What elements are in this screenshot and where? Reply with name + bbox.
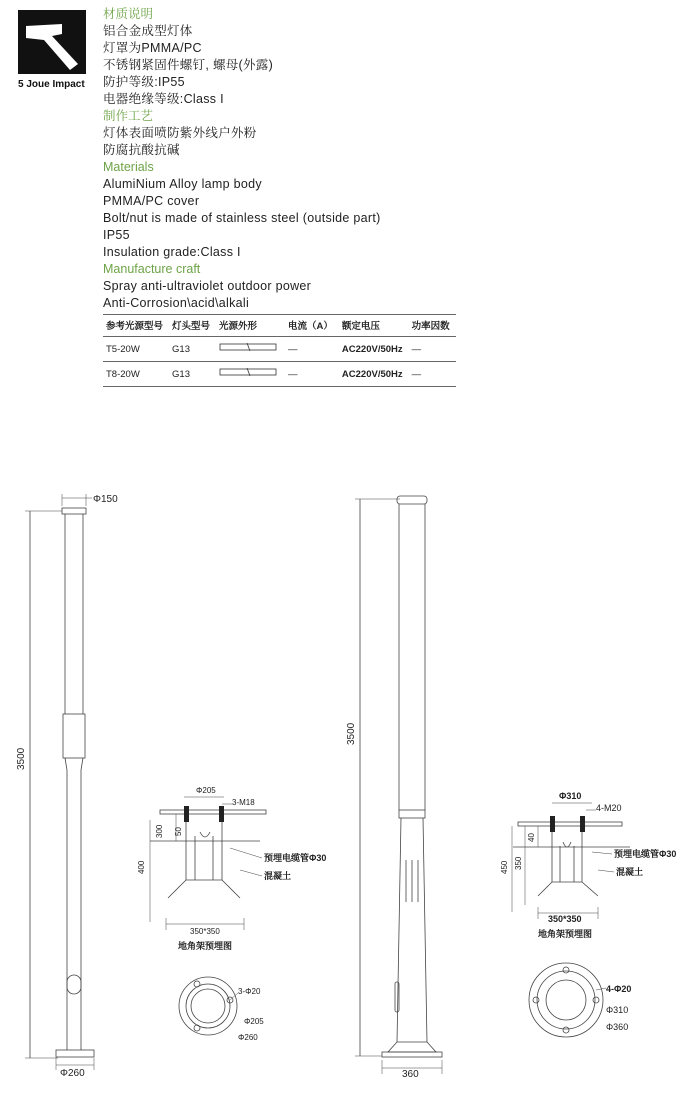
- plate-a: [179, 977, 264, 1042]
- spec-line: Insulation grade:Class I: [103, 245, 241, 259]
- fa-width-dim: 350*350: [190, 927, 220, 936]
- pb-holes-dim: 4-Φ20: [606, 984, 632, 994]
- spec-line: PMMA/PC cover: [103, 194, 200, 208]
- foundation-b: [500, 791, 676, 939]
- table-cell: G13: [169, 362, 216, 387]
- column-header: 灯头型号: [169, 315, 216, 337]
- column-header: 功率因数: [409, 315, 456, 337]
- spec-line: IP55: [103, 228, 130, 242]
- left-height-dim: 3500: [16, 747, 27, 770]
- table-cell: —: [285, 362, 339, 387]
- fa-400-dim: 400: [137, 860, 146, 874]
- heading-materials-en: Materials: [103, 160, 154, 174]
- fb-concrete-label: 混凝土: [616, 867, 644, 877]
- brand-name: 5 Joue Impact: [18, 79, 85, 90]
- fa-dia-dim: Φ205: [196, 786, 216, 795]
- fb-bolts-dim: 4-M20: [596, 803, 622, 813]
- left-top-dia-dim: Φ150: [93, 494, 118, 505]
- pa-d2-dim: Φ260: [238, 1033, 258, 1042]
- fb-350-dim: 350: [514, 856, 523, 870]
- fa-concrete-label: 混凝土: [264, 871, 292, 881]
- heading-materials-cn: 材质说明: [103, 7, 154, 21]
- heading-craft-en: Manufacture craft: [103, 262, 201, 276]
- fb-dia-dim: Φ310: [559, 791, 582, 801]
- fa-caption: 地角架预埋图: [178, 941, 233, 951]
- right-base-dim: 360: [402, 1069, 419, 1080]
- spec-line: 防腐抗酸抗碱: [103, 143, 180, 157]
- spec-line: AlumiNium Alloy lamp body: [103, 177, 262, 191]
- fb-450-dim: 450: [500, 860, 509, 874]
- fb-width-dim: 350*350: [548, 914, 582, 924]
- pb-d1-dim: Φ310: [606, 1005, 629, 1015]
- fb-pipe-label: 预埋电缆管Φ30: [614, 849, 677, 859]
- fa-pipe-label: 预埋电缆管Φ30: [264, 853, 327, 863]
- table-cell: —: [285, 337, 339, 362]
- table-cell: G13: [169, 337, 216, 362]
- column-header: 光源外形: [216, 315, 285, 337]
- pa-d1-dim: Φ205: [244, 1017, 264, 1026]
- spec-line: Anti-Corrosion\acid\alkali: [103, 296, 250, 310]
- spec-line: 电器绝缘等级:Class I: [103, 92, 224, 106]
- pb-d2-dim: Φ360: [606, 1022, 629, 1032]
- fb-caption: 地角架预埋图: [538, 929, 593, 939]
- spec-line: Bolt/nut is made of stainless steel (outside part): [103, 211, 381, 225]
- fa-bolts-dim: 3-M18: [232, 798, 255, 807]
- fb-40-dim: 40: [527, 833, 536, 842]
- spec-line: 不锈钢紧固件螺钉, 螺母(外露): [103, 58, 274, 72]
- fa-300-dim: 300: [155, 824, 164, 838]
- table-cell: T5-20W: [103, 337, 169, 362]
- pa-holes-dim: 3-Φ20: [238, 987, 261, 996]
- table-cell: AC220V/50Hz: [339, 337, 409, 362]
- spec-line: 防护等级:IP55: [103, 75, 185, 89]
- right-height-dim: 3500: [346, 722, 357, 745]
- heading-craft-cn: 制作工艺: [103, 109, 154, 123]
- column-header: 电流（A）: [285, 315, 339, 337]
- fa-50-dim: 50: [174, 827, 183, 836]
- plate-b: [529, 963, 631, 1037]
- spec-line: Spray anti-ultraviolet outdoor power: [103, 279, 312, 293]
- foundation-a: [137, 786, 326, 951]
- table-cell: T8-20W: [103, 362, 169, 387]
- spec-line: 铝合金成型灯体: [103, 24, 193, 38]
- left-base-dia-dim: Φ260: [60, 1068, 85, 1079]
- table-cell: —: [409, 362, 456, 387]
- column-header: 参考光源型号: [103, 315, 169, 337]
- column-header: 额定电压: [339, 315, 409, 337]
- table-cell: AC220V/50Hz: [339, 362, 409, 387]
- table-cell: —: [409, 337, 456, 362]
- spec-line: 灯体表面喷防紫外线户外粉: [103, 126, 257, 140]
- right-pole-elevation: [346, 496, 442, 1080]
- spec-line: 灯罩为PMMA/PC: [103, 41, 202, 55]
- left-pole-elevation: [16, 494, 118, 1079]
